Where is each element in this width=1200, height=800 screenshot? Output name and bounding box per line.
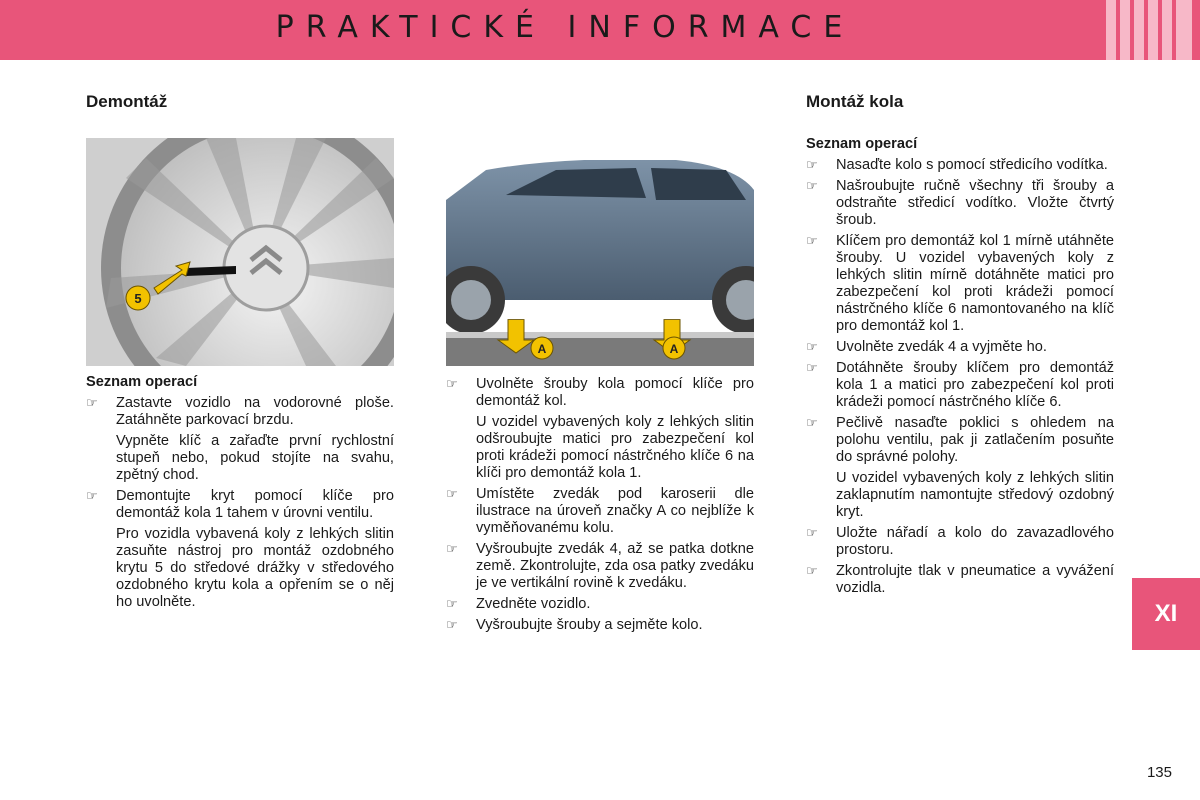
pointing-hand-icon: ☞ <box>806 179 818 194</box>
wheel-cover-illustration <box>86 138 394 366</box>
pointing-hand-icon: ☞ <box>806 361 818 376</box>
page-title: PRAKTICKÉ INFORMACE <box>275 10 855 45</box>
pointing-hand-icon: ☞ <box>806 234 818 249</box>
pointing-hand-icon: ☞ <box>806 340 818 355</box>
pointing-hand-icon: ☞ <box>86 396 98 411</box>
list-item-note: U vozidel vybavených koly z lehkých slitin zaklapnutím namontujte středový ozdobný kryt. <box>836 470 1114 520</box>
marker-a-rear: A <box>669 342 679 356</box>
list-item: ☞ Našroubujte ručně všechny tři šrouby a odstraňte středicí vodítko. Vložte čtvrtý šroub. <box>806 178 1114 228</box>
list-item: ☞ Zastavte vozidlo na vodorovné ploše. Zatáhněte parkovací brzdu. <box>86 395 394 428</box>
list-item: ☞ Vyšroubujte šrouby a sejměte kolo. <box>446 617 703 633</box>
list-item-note: Pro vozidla vybavená koly z lehkých slitin zasuňte nástroj pro montáž ozdobného krytu 5 do středové drážky v středového ozdobného krytu kola a opřením se o něj ho uvolněte. <box>116 526 394 610</box>
pointing-hand-icon: ☞ <box>446 542 458 557</box>
heading-demontaz: Demontáž <box>86 92 168 111</box>
left-column <box>86 374 394 615</box>
list-item: ☞ Dotáhněte šrouby klíčem pro demontáž kola 1 a matici pro zabezpečení kol proti krádeži pomocí nástrčného klíče 6. <box>806 360 1114 410</box>
callout-5: 5 <box>134 291 142 306</box>
header-banner <box>0 0 1200 60</box>
car-jacking-points-illustration <box>446 160 754 366</box>
pointing-hand-icon: ☞ <box>446 487 458 502</box>
left-subheading: Seznam operací <box>86 374 198 390</box>
list-item-note: U vozidel vybavených koly z lehkých slitin odšroubujte matici pro zabezpečení kol proti krádeži pomocí nástrčného klíče 6 na klíči pro demontáž kola 1. <box>476 414 754 481</box>
chapter-tab: XI <box>1132 578 1200 650</box>
middle-column <box>446 376 754 638</box>
left-list <box>86 395 394 429</box>
pointing-hand-icon: ☞ <box>446 377 458 392</box>
list-item: ☞ Uvolněte šrouby kola pomocí klíče pro demontáž kol. <box>446 376 754 409</box>
list-item: ☞ Nasaďte kolo s pomocí středicího vodítka. <box>806 157 1108 173</box>
pointing-hand-icon: ☞ <box>446 597 458 612</box>
list-item-note: Vypněte klíč a zařaďte první rychlostní stupeň nebo, pokud stojíte na svahu, zpětný chod. <box>116 433 394 483</box>
list-item: ☞ Klíčem pro demontáž kol 1 mírně utáhněte šrouby. U vozidel vybavených koly z lehkých slitin mírně dotáhněte matici pro zabezpečení kol proti krádeži pomocí nástrčného klíče 6 namontovaného na klíč pro demontáž kol 1. <box>806 233 1114 334</box>
right-column <box>806 136 1114 601</box>
list-item: ☞ Pečlivě nasaďte poklici s ohledem na polohu ventilu, pak ji zatlačením posuňte do správné polohy. <box>806 415 1114 465</box>
pointing-hand-icon: ☞ <box>806 526 818 541</box>
page-number: 135 <box>1146 764 1172 781</box>
marker-a-front: A <box>537 342 547 356</box>
list-item: ☞ Zkontrolujte tlak v pneumatice a vyvážení vozidla. <box>806 563 1114 596</box>
pointing-hand-icon: ☞ <box>806 416 818 431</box>
header-stripes <box>1106 0 1192 60</box>
list-item: ☞ Vyšroubujte zvedák 4, až se patka dotkne země. Zkontrolujte, zda osa patky zvedáku je ve vertikální rovině k zvedáku. <box>446 541 754 591</box>
heading-montaz-kola: Montáž kola <box>806 92 904 111</box>
right-subheading: Seznam operací <box>806 136 918 152</box>
list-item: ☞ Demontujte kryt pomocí klíče pro demontáž kola 1 tahem v úrovni ventilu. <box>86 488 394 521</box>
pointing-hand-icon: ☞ <box>806 158 818 173</box>
pointing-hand-icon: ☞ <box>86 489 98 504</box>
list-item: ☞ Uložte nářadí a kolo do zavazadlového prostoru. <box>806 525 1114 558</box>
pointing-hand-icon: ☞ <box>806 564 818 579</box>
pointing-hand-icon: ☞ <box>446 618 458 633</box>
list-item: ☞ Uvolněte zvedák 4 a vyjměte ho. <box>806 339 1047 355</box>
list-item: ☞ Umístěte zvedák pod karoserii dle ilustrace na úroveň značky A co nejblíže k vyměňovanému kolu. <box>446 486 754 536</box>
list-item: ☞ Zvedněte vozidlo. <box>446 596 591 612</box>
